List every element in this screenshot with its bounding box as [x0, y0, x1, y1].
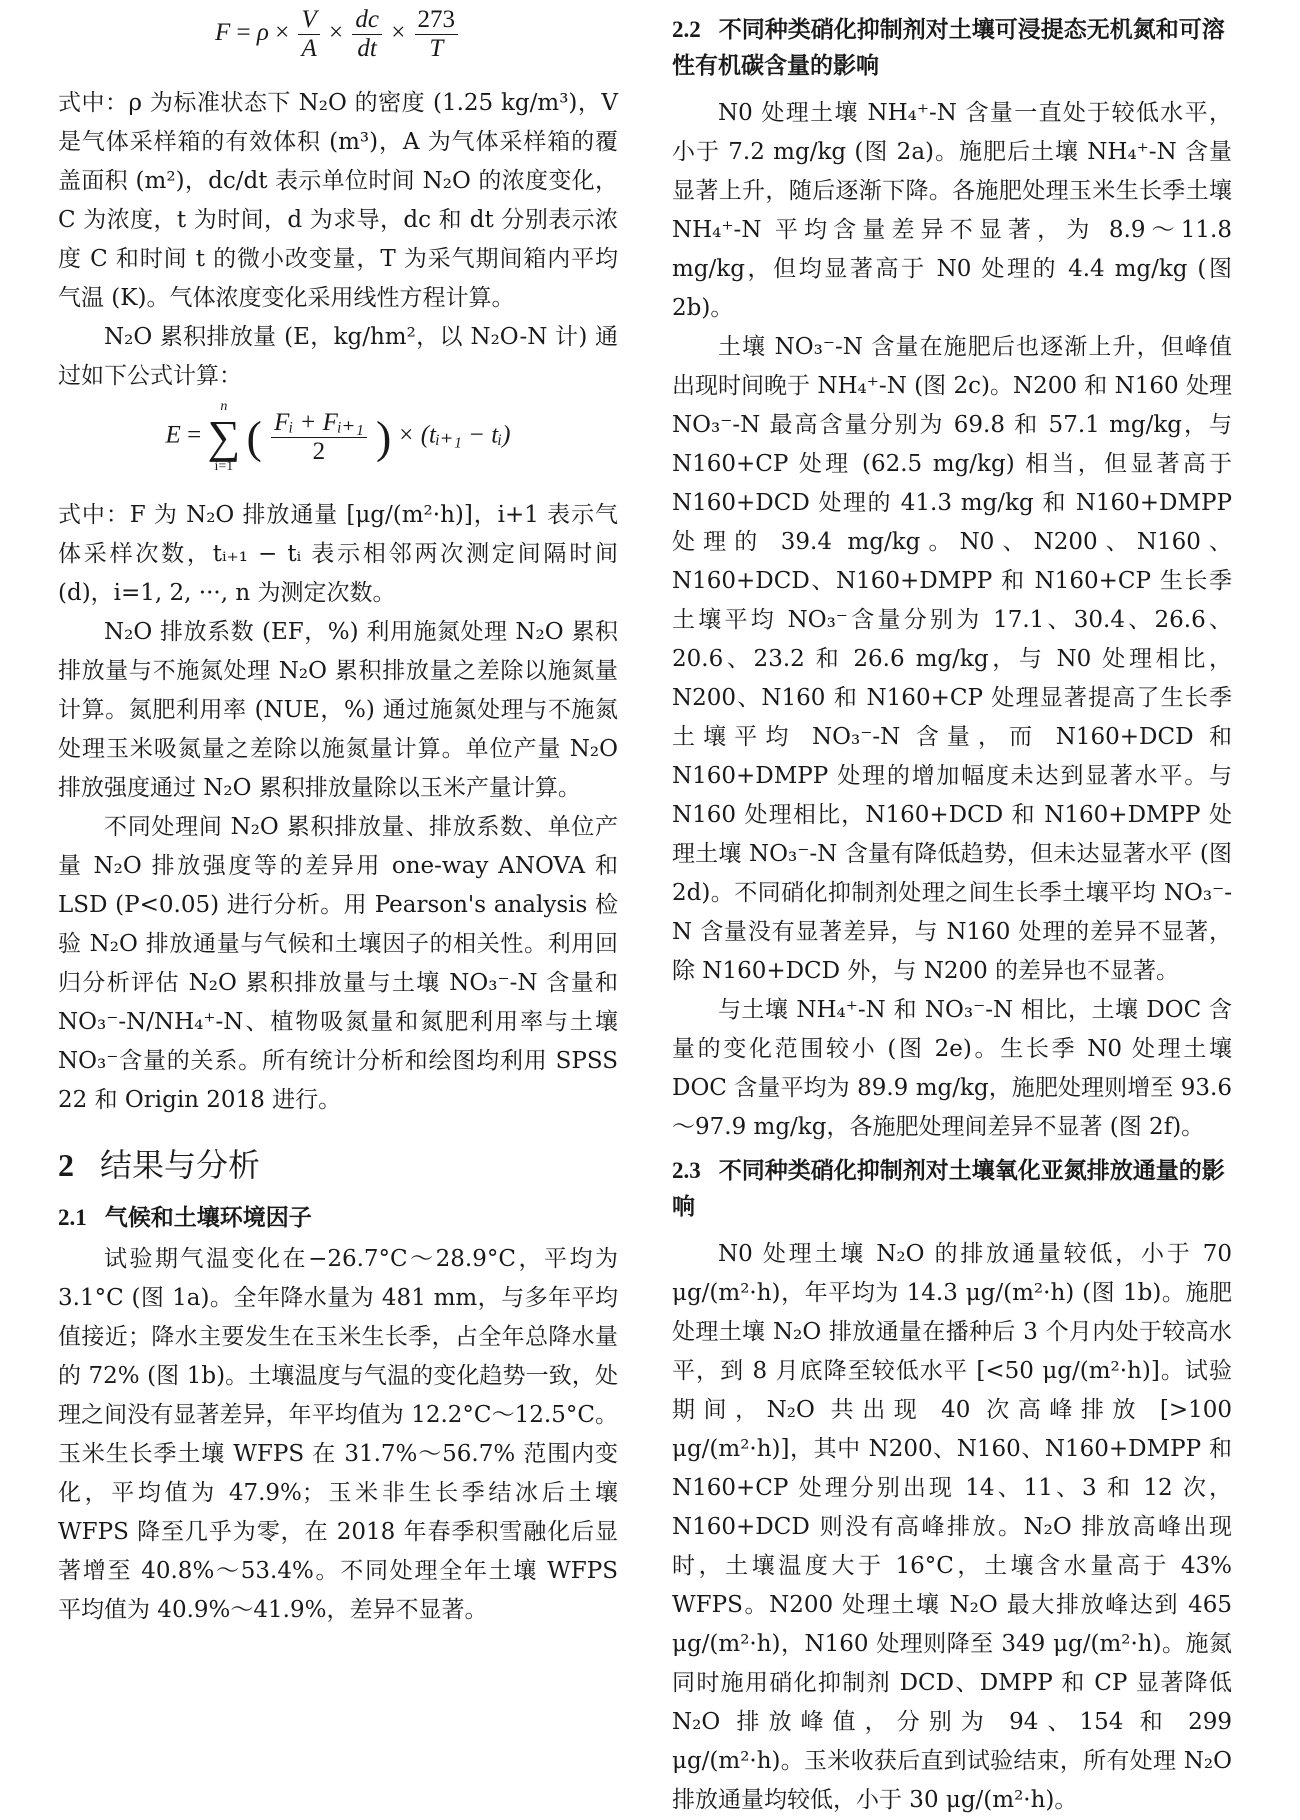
section-2-1-paragraph: 试验期气温变化在−26.7°C～28.9°C，平均为 3.1°C (图 1a)。全年降水量为 481 mm，与多年平均值接近；降水主要发生在玉米生长季，占全年总降水量的 72% (图 1b)。土壤温度与气温的变化趋势一致，处理之间没有显著差异，年平均值为 12.2°C～12.5°C。玉米生长季土壤 WFPS 在 31.7%～56.7% 范围内变化，平均值为 47.9%；玉米非生长季结冰后土壤 WFPS 降至几乎为零，在 2018 年春季积雪融化后显著增至 40.8%～53.4%。不同处理全年土壤 WFPS 平均值为 40.9%～41.9%，差异不显著。 — [58, 1246, 618, 1623]
sum-operator: n ∑ i=1 — [207, 399, 241, 474]
eq-V: V — [298, 6, 319, 35]
cumulative-intro: N₂O 累积排放量 (E，kg/hm²，以 N₂O-N 计) 通过如下公式计算： — [58, 324, 618, 389]
flux-note: 式中：ρ 为标准状态下 N₂O 的密度 (1.25 kg/m³)，V 是气体采样箱的有效体积 (m³)，A 为气体采样箱的覆盖面积 (m²)，dc/dt 表示单位时间 N₂O 的浓度变化，C 为浓度，t 为时间，d 为求导，dc 和 dt 分别表示浓度 C 和时间 t 的微小改变量，T 为采气期间箱内平均气温 (K)。气体浓度变化采用线性方程计算。 — [58, 90, 618, 311]
section-2-2-paragraph-1: N0 处理土壤 NH₄⁺-N 含量一直处于较低水平，小于 7.2 mg/kg (图 2a)。施肥后土壤 NH₄⁺-N 含量显著上升，随后逐渐下降。各施肥处理玉米生长季土壤 NH₄⁺-N 平均含量差异不显著，为 8.9～11.8 mg/kg，但均显著高于 N0 处理的 4.4 mg/kg (图 2b)。 — [672, 100, 1232, 321]
section-2-1-number: 2.1 — [58, 1205, 87, 1230]
stats-paragraph: 不同处理间 N₂O 累积排放量、排放系数、单位产量 N₂O 排放强度等的差异用 one-way ANOVA 和 LSD (P<0.05) 进行分析。用 Pearson's analysis 检验 N₂O 排放通量与气候和土壤因子的相关性。利用回归分析评估 N₂O 累积排放量与土壤 NO₃⁻-N 含量和 NO₃⁻-N/NH₄⁺-N、植物吸氮量和氮肥利用率与土壤 NO₃⁻含量的关系。所有统计分析和绘图均利用 SPSS 22 和 Origin 2018 进行。 — [58, 814, 618, 1113]
eq-A: A — [301, 35, 317, 62]
frac-273-T — [415, 6, 459, 63]
eq-T: T — [429, 35, 444, 62]
section-2-2-paragraph-2: 土壤 NO₃⁻-N 含量在施肥后也逐渐上升，但峰值出现时间晚于 NH₄⁺-N (图 2c)。N200 和 N160 处理 NO₃⁻-N 最高含量分别为 69.8 和 57.1 mg/kg，与 N160+CP 处理 (62.5 mg/kg) 相当，但显著高于 N160+DCD 处理的 41.3 mg/kg 和 N160+DMPP 处理的 39.4 mg/kg。N0、N200、N160、N160+DCD、N160+DMPP 和 N160+CP 生长季土壤平均 NO₃⁻含量分别为 17.1、30.4、26.6、20.6、23.2 和 26.6 mg/kg，与 N0 处理相比，N200、N160 和 N160+CP 处理显著提高了生长季土壤平均 NO₃⁻-N 含量，而 N160+DCD 和 N160+DMPP 处理的增加幅度未达到显著水平。与 N160 处理相比，N160+DCD 和 N160+DMPP 处理土壤 NO₃⁻-N 含量有降低趋势，但未达显著水平 (图 2d)。不同硝化抑制剂处理之间生长季土壤平均 NO₃⁻-N 含量没有显著差异，与 N160 处理的差异不显著，除 N160+DCD 外，与 N200 的差异也不显著。 — [672, 334, 1232, 984]
sum-bottom: i=1 — [214, 459, 234, 474]
ef-paragraph: N₂O 排放系数 (EF，%) 利用施氮处理 N₂O 累积排放量与不施氮处理 N₂O 累积排放量之差除以施氮量计算。氮肥利用率 (NUE，%) 通过施氮处理与不施氮处理玉米吸氮量之差除以施氮量计算。单位产量 N₂O 排放强度通过 N₂O 累积排放量除以玉米产量计算。 — [58, 619, 618, 801]
section-2-1-heading — [58, 1200, 618, 1236]
eq-2: 2 — [312, 437, 326, 465]
section-2-heading — [58, 1142, 618, 1188]
section-2-3-number: 2.3 — [672, 1158, 701, 1183]
section-2-2-heading — [672, 0, 1232, 84]
eq-273: 273 — [415, 6, 459, 35]
right-column — [672, 0, 1232, 1820]
section-2-2-title: 不同种类硝化抑制剂对土壤可浸提态无机氮和可溶性有机碳含量的影响 — [672, 17, 1225, 79]
section-2-3-paragraph-1: N0 处理土壤 N₂O 的排放通量较低，小于 70 μg/(m²·h)，年平均为 14.3 μg/(m²·h) (图 1b)。施肥处理土壤 N₂O 排放通量在播种后 3 个月内处于较高水平，到 8 月底降至较低水平 [<50 μg/(m²·h)]。试验期间，N₂O 共出现 40 次高峰排放 [>100 μg/(m²·h)]，其中 N200、N160、N160+DMPP 和 N160+CP 处理分别出现 14、11、3 和 12 次，N160+DCD 则没有高峰排放。N₂O 排放高峰出现时，土壤温度大于 16°C，土壤含水量高于 43% WFPS。N200 处理土壤 N₂O 最大排放峰达到 465 μg/(m²·h)，N160 处理则降至 349 μg/(m²·h)。施氮同时施用硝化抑制剂 DCD、DMPP 和 CP 显著降低 N₂O 排放峰值，分别为 94、154 和 299 μg/(m²·h)。玉米收获后直到试验结束，所有处理 N₂O 排放通量均较低，小于 30 μg/(m²·h)。 — [672, 1241, 1232, 1813]
section-2-2-number: 2.2 — [672, 17, 701, 42]
frac-dc-dt — [352, 6, 382, 63]
section-2-3-heading — [672, 1153, 1232, 1225]
eq-rho: ρ — [256, 19, 269, 47]
eq-F: F — [214, 19, 231, 47]
cumulative-note: 式中：F 为 N₂O 排放通量 [μg/(m²·h)]，i+1 表示气体采样次数，tᵢ₊₁ − tᵢ 表示相邻两次测定间隔时间 (d)，i=1, 2, ···, n 为测定次数。 — [58, 502, 618, 606]
eq-tail: × (tᵢ₊₁ − tᵢ) — [397, 421, 511, 449]
left-column — [58, 0, 618, 1630]
eq-dt: dt — [357, 35, 377, 62]
frac-F-sum — [271, 409, 367, 466]
eq-F-sum: Fᵢ + Fᵢ₊₁ — [271, 409, 367, 438]
section-2-title: 结果与分析 — [100, 1146, 261, 1184]
frac-v-a — [298, 6, 319, 63]
flux-equation: F = ρ × $\frac{V}{A}$ × $\frac{dc}{dt}$ × $\frac{273}{T}$ — [58, 0, 618, 84]
eq-dc: dc — [352, 6, 382, 35]
section-2-1-title: 气候和土壤环境因子 — [104, 1205, 312, 1231]
sum-top: n — [220, 399, 228, 414]
section-2-number: 2 — [58, 1147, 74, 1183]
cumulative-equation: E = n ∑ i=1 ( $\frac{\text{Fᵢ + Fᵢ₊₁}}{2}$ ) × (tᵢ₊₁ − tᵢ) — [165, 399, 511, 474]
section-2-2-paragraph-3: 与土壤 NH₄⁺-N 和 NO₃⁻-N 相比，土壤 DOC 含量的变化范围较小 (图 2e)。生长季 N0 处理土壤 DOC 含量平均为 89.9 mg/kg，施肥处理则增至 93.6～97.9 mg/kg，各施肥处理间差异不显著 (图 2f)。 — [672, 997, 1232, 1140]
section-2-3-title: 不同种类硝化抑制剂对土壤氧化亚氮排放通量的影响 — [672, 1158, 1225, 1220]
eq-E: E — [165, 421, 181, 449]
